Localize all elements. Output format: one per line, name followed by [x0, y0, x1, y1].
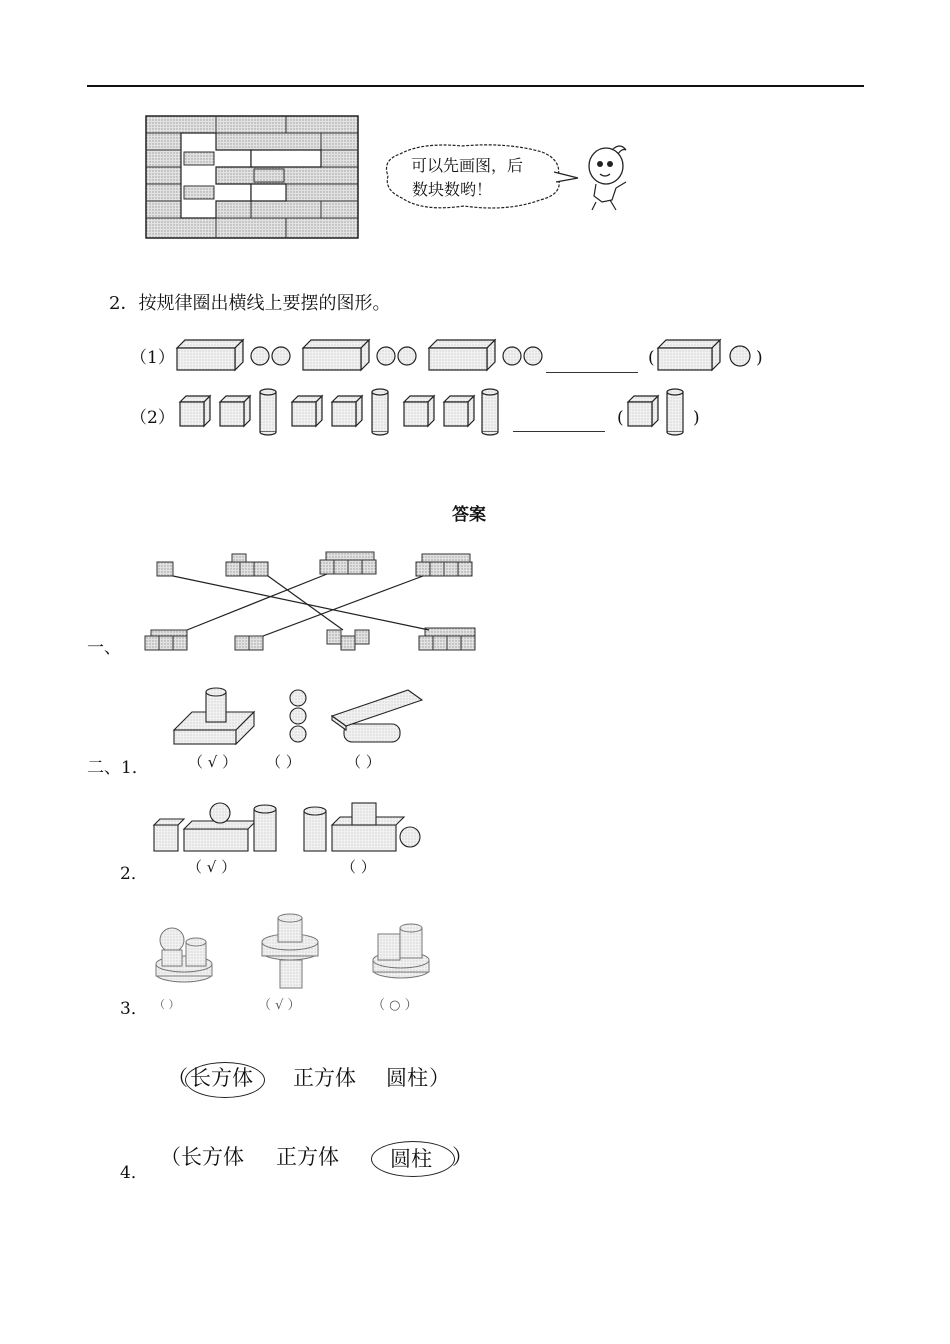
answer-blank-row-2[interactable] [513, 431, 605, 432]
q2-3-shapes-figure [152, 912, 442, 994]
q2-3-mark-b: （ √ ） [258, 998, 301, 1013]
choice-line-b-option-3: 圆柱 [390, 1147, 432, 1171]
row-1-paren-close: ) [756, 348, 763, 368]
choice-line-b-open: （ [160, 1145, 181, 1169]
q2-2-mark-a: （ √ ） [187, 858, 237, 876]
q2-1-shapes-figure [172, 686, 424, 750]
matching-cubes-figure [143, 550, 483, 656]
row-2-paren-close: ) [693, 408, 700, 428]
choice-line-b-close: ） [452, 1145, 473, 1169]
choice-line-a-option-2: 正方体 [293, 1066, 356, 1090]
bubble-text-line1: 可以先画图，后 [411, 156, 524, 175]
cartoon-mascot-image [582, 140, 638, 212]
q2-1-mark-a: （ √ ） [188, 753, 238, 771]
section-2-3-label: 3． [120, 999, 148, 1019]
section-2-4-label: 4． [120, 1163, 148, 1183]
answers-title: 答案 [452, 505, 486, 525]
speech-bubble [382, 142, 567, 212]
row-2-paren-open: ( [617, 408, 624, 428]
choice-line-b-option-2: 正方体 [276, 1145, 339, 1169]
q2-1-mark-b: （ ） [266, 753, 301, 771]
choice-line-a-close: ） [429, 1066, 450, 1090]
question-2-title: 2．按规律圈出横线上要摆的图形。 [109, 293, 391, 314]
section-2-2-label: 2． [120, 864, 148, 884]
choice-line-a-option-1: 长方体 [190, 1066, 253, 1090]
brick-wall-figure [146, 116, 360, 240]
choice-line-a-open: （ [167, 1066, 188, 1090]
choice-line-a-option-3: 圆柱 [386, 1066, 428, 1090]
q2-3-mark-c: （ ○ ） [372, 998, 418, 1013]
q2-3-mark-a: （ ） [154, 998, 180, 1011]
q2-2-shapes-figure [150, 799, 426, 857]
row-2-label: （2） [130, 408, 175, 428]
row-1-label: （1） [130, 348, 175, 368]
section-2-1-label: 二、1． [87, 758, 149, 778]
pattern-row-1-shapes [175, 338, 765, 374]
q2-2-mark-b: （ ） [341, 858, 376, 876]
choice-line-b-option-1: 长方体 [181, 1145, 244, 1169]
answer-blank-row-1[interactable] [546, 372, 638, 373]
q2-1-mark-c: （ ） [346, 753, 381, 771]
row-1-paren-open: ( [648, 348, 655, 368]
section-1-label: 一、 [87, 638, 121, 658]
bubble-text-line2: 数块数哟！ [412, 180, 493, 199]
header-rule [87, 85, 864, 87]
